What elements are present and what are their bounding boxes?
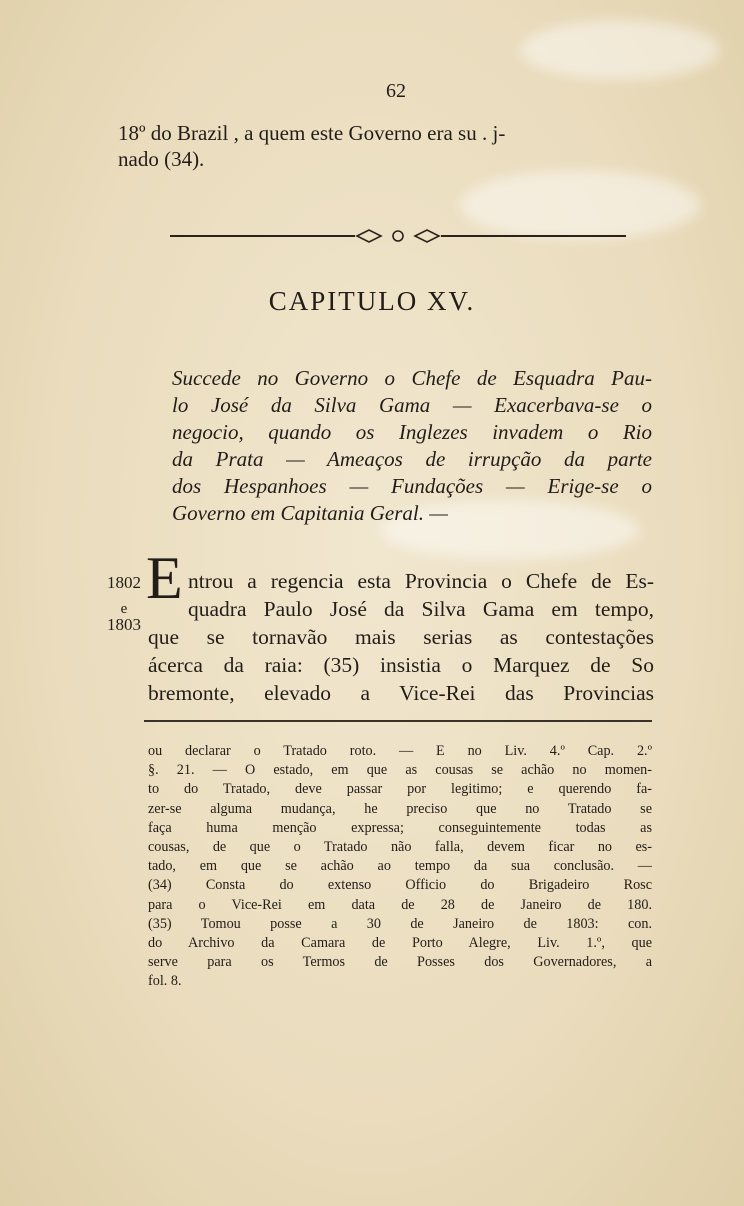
footnote-line: §. 21. — O estado, em que as cousas se achão no momen- <box>148 762 652 779</box>
summary-line: Governo em Capitania Geral. — <box>172 501 448 525</box>
summary-line: dos Hespanhoes — Fundações — Erige-se o <box>172 474 652 498</box>
body-line: bremonte, elevado a Vice-Rei das Provincias <box>148 681 654 705</box>
footnote-line: (34) Consta do extenso Officio do Brigadeiro Rosc <box>148 877 652 894</box>
ornamental-rule <box>170 229 626 243</box>
footnote-line: cousas, de que o Tratado não falla, devem ficar no es- <box>148 839 652 856</box>
footnote-line: tado, em que se achão ao tempo da sua conclusão. — <box>148 858 652 875</box>
summary-line: negocio, quando os Inglezes invadem o Rio <box>172 420 652 444</box>
paper-stain <box>520 20 720 80</box>
body-line: que se tornavão mais serias as contestações <box>148 625 654 649</box>
continuation-line: nado (34). <box>118 147 205 171</box>
margin-conjunction: e <box>120 601 128 617</box>
body-line: quadra Paulo José da Silva Gama em tempo, <box>188 597 654 621</box>
summary-line: lo José da Silva Gama — Exacerbava-se o <box>172 393 652 417</box>
footnote-line: zer-se alguma mudança, he preciso que no Tratado se <box>148 800 652 817</box>
footnote-line: fol. 8. <box>148 973 182 990</box>
chapter-title: CAPITULO XV. <box>268 286 476 316</box>
footnote-line: serve para os Termos de Posses dos Governadores, a <box>148 954 652 971</box>
footnotes <box>148 742 652 992</box>
footnote-line: para o Vice-Rei em data de 28 de Janeiro de 180. <box>148 896 652 913</box>
chapter-summary <box>172 365 652 527</box>
summary-line: da Prata — Ameaços de irrupção da parte <box>172 447 652 471</box>
summary-line: Succede no Governo o Chefe de Esquadra Pau- <box>172 366 652 390</box>
continuation-text <box>118 120 658 172</box>
margin-year: 1802 <box>107 573 141 592</box>
footnote-rule <box>144 720 652 722</box>
continuation-line: 18º do Brazil , a quem este Governo era su . j- <box>118 121 506 145</box>
drop-cap: E <box>146 545 183 611</box>
margin-year: 1803 <box>107 615 141 634</box>
footnote-line: do Archivo da Camara de Porto Alegre, Liv. 1.º, que <box>148 935 652 952</box>
footnote-line: faça huma menção expressa; conseguintemente todas as <box>148 819 652 836</box>
footnote-line: to do Tratado, deve passar por legitimo; e querendo fa- <box>148 781 652 798</box>
body-paragraph <box>148 567 654 707</box>
footnote-line: ou declarar o Tratado roto. — E no Liv. 4.º Cap. 2.º <box>148 743 652 759</box>
body-line: ácerca da raia: (35) insistia o Marquez de So <box>148 653 654 677</box>
page-number: 62 <box>386 80 406 102</box>
body-line: ntrou a regencia esta Provincia o Chefe de Es- <box>188 569 654 593</box>
footnote-line: (35) Tomou posse a 30 de Janeiro de 1803: con. <box>148 915 652 932</box>
